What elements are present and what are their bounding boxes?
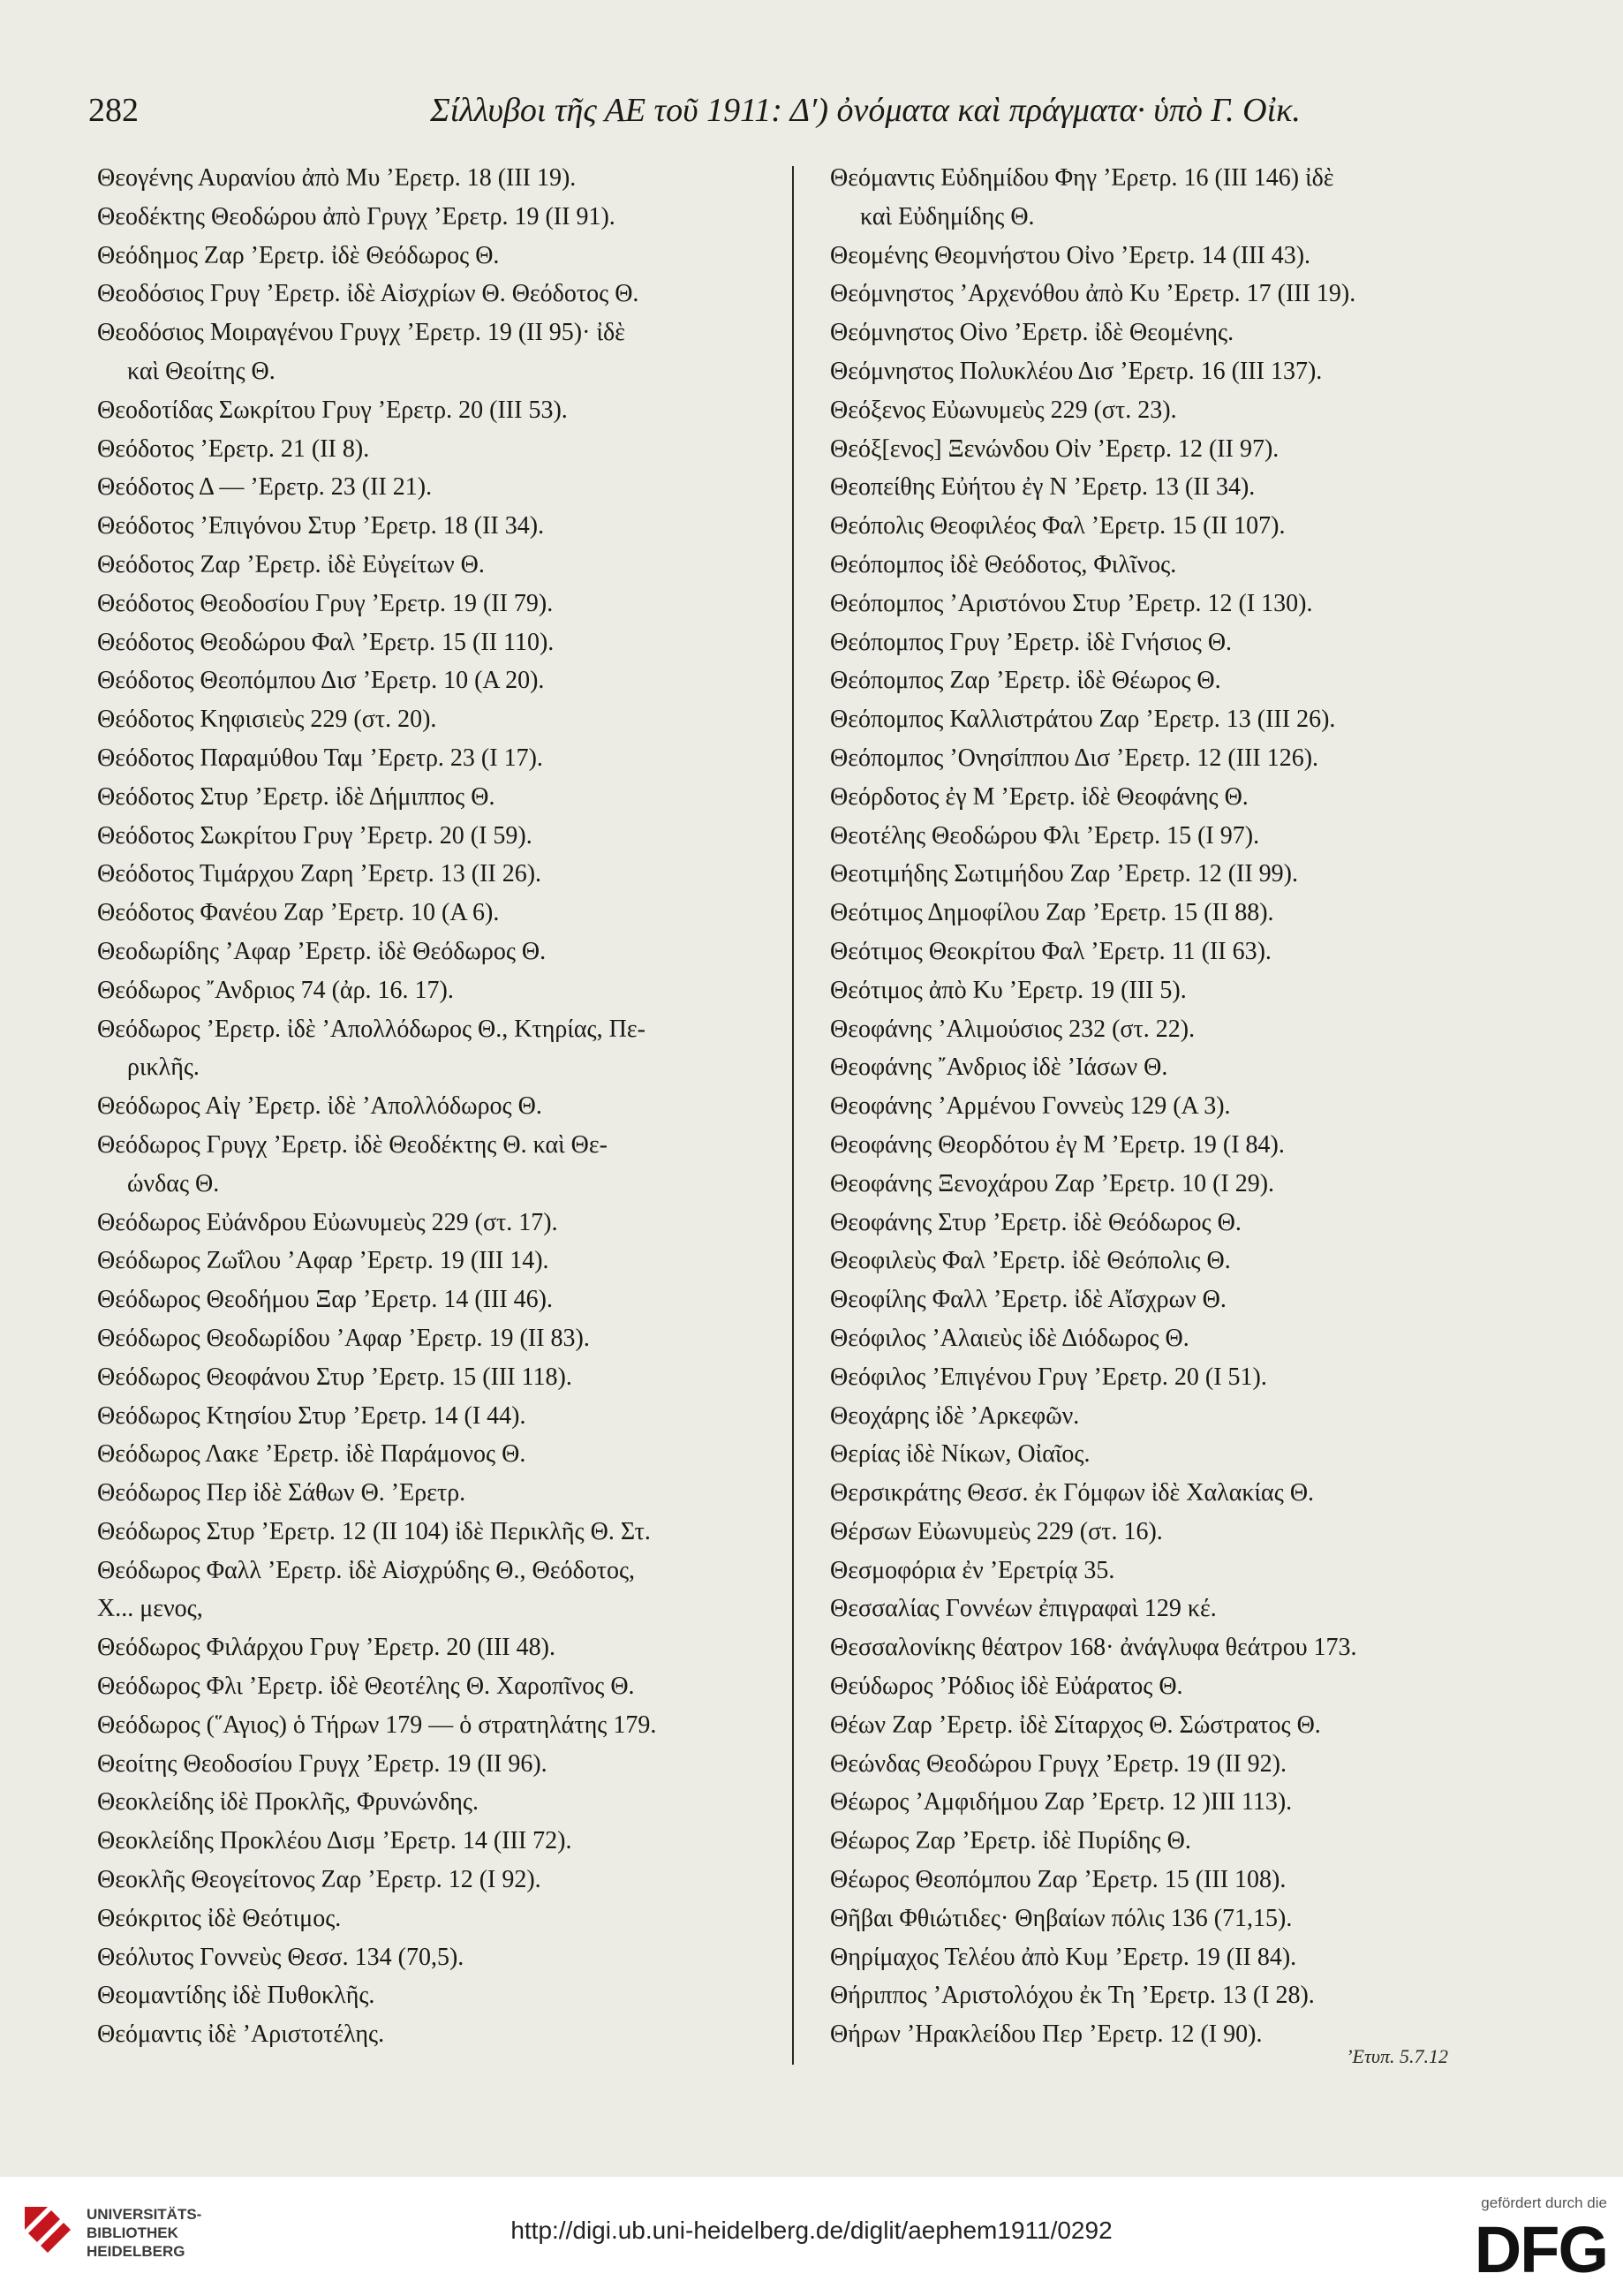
index-entry: Θεόδοτος ’Επιγόνου Στυρ ’Ερετρ. 18 (II 34). <box>97 512 545 540</box>
index-entry: Θεοφάνης ’Αρμένου Γοννεὺς 129 (Α 3). <box>830 1092 1231 1121</box>
index-entry: Θεόδωρος Θεοφάνου Στυρ ’Ερετρ. 15 (III 118). <box>97 1363 572 1391</box>
index-entry: Θέων Ζαρ ’Ερετρ. ἰδὲ Σίταρχος Θ. Σώστρατος Θ. <box>830 1711 1321 1739</box>
index-entry: Θέωρος Ζαρ ’Ερετρ. ἰδὲ Πυρίδης Θ. <box>830 1827 1191 1855</box>
index-entry: Θεόδωρος Εὐάνδρου Εὐωνυμεὺς 229 (στ. 17). <box>97 1208 558 1236</box>
index-entry: Θεομένης Θεομνήστου Οἰνο ’Ερετρ. 14 (III 43). <box>830 241 1311 269</box>
index-entry: Θεοδοτίδας Σωκρίτου Γρυγ ’Ερετρ. 20 (III 53). <box>97 396 568 424</box>
index-entry: Θεόδοτος Τιμάρχου Ζαρη ’Ερετρ. 13 (II 26). <box>97 860 542 888</box>
index-entry: Θεόδοτος Θεοδοσίου Γρυγ ’Ερετρ. 19 (II 79). <box>97 589 554 617</box>
index-entry: Θεσσαλονίκης θέατρον 168· ἀνάγλυφα θεάτρου 173. <box>830 1634 1357 1662</box>
index-entry: Θεόμνηστος Οἰνο ’Ερετρ. ἰδὲ Θεομένης. <box>830 319 1234 347</box>
index-entry: Θεόμνηστος Πολυκλέου Δισ ’Ερετρ. 16 (III 137). <box>830 357 1323 385</box>
index-entry: Θεοφάνης ’Αλιμούσιος 232 (στ. 22). <box>830 1015 1196 1043</box>
index-entry: Θεοφάνης Ξενοχάρου Ζαρ ’Ερετρ. 10 (I 29). <box>830 1169 1275 1197</box>
library-name: UNIVERSITÄTS- BIBLIOTHEK HEIDELBERG <box>87 2206 202 2260</box>
printer-signature: ’Ετυπ. 5.7.12 <box>1346 2045 1448 2067</box>
index-entry: καὶ Εὐδημίδης Θ. <box>860 202 1035 230</box>
index-entry: Θεόξενος Εὐωνυμεὺς 229 (στ. 23). <box>830 396 1177 424</box>
index-entry: Θεύδωρος ’Ρόδιος ἰδὲ Εὐάρατος Θ. <box>830 1673 1183 1701</box>
index-entry: καὶ Θεοίτης Θ. <box>127 357 276 385</box>
index-entry: Θεοδόσιος Γρυγ ’Ερετρ. ἰδὲ Αἰσχρίων Θ. Θεόδοτος Θ. <box>97 280 639 308</box>
index-entry: Θεόπομπος ’Αριστόνου Στυρ ’Ερετρ. 12 (I 130). <box>830 589 1313 617</box>
index-entry: Θεόξ[ενος] Ξενώνδου Οἰν ’Ερετρ. 12 (II 97). <box>830 434 1280 463</box>
index-entry: Θεόπομπος ἰδὲ Θεόδοτος, Φιλῖνος. <box>830 550 1177 578</box>
index-entry: Θεοφίλης Φαλλ ’Ερετρ. ἰδὲ Αἴσχρων Θ. <box>830 1286 1227 1314</box>
dfg-logo: DFG <box>1474 2213 1607 2286</box>
index-entry: Θεόδοτος Ζαρ ’Ερετρ. ἰδὲ Εὐγείτων Θ. <box>97 550 485 578</box>
index-entry: Θεόδωρος Κτησίου Στυρ ’Ερετρ. 14 (I 44). <box>97 1401 526 1430</box>
index-column-left <box>97 159 777 2066</box>
index-entry: Θεότιμος Δημοφίλου Ζαρ ’Ερετρ. 15 (II 88). <box>830 899 1274 927</box>
index-entry: ρικλῆς. <box>127 1054 200 1082</box>
index-column-right <box>830 159 1501 2066</box>
index-entry: Θηρίμαχος Τελέου ἀπὸ Κυμ ’Ερετρ. 19 (II 84). <box>830 1943 1297 1971</box>
index-entry: Χ... μενος, <box>97 1595 203 1623</box>
index-entry: Θεοφιλεὺς Φαλ ’Ερετρ. ἰδὲ Θεόπολις Θ. <box>830 1247 1231 1275</box>
library-footer <box>0 2177 1623 2296</box>
index-entry: Θεώνδας Θεοδώρου Γρυγχ ’Ερετρ. 19 (II 92). <box>830 1749 1287 1778</box>
index-entry: Θερσικράτης Θεσσ. ἐκ Γόμφων ἰδὲ Χαλακίας Θ. <box>830 1479 1315 1507</box>
index-entry: Θεοφάνης ῎Ανδριος ἰδὲ ’Ιάσων Θ. <box>830 1054 1168 1082</box>
index-entry: Θεσσαλίας Γοννέων ἐπιγραφαὶ 129 κέ. <box>830 1595 1217 1623</box>
index-entry: Θεόδωρος ’Ερετρ. ἰδὲ ’Απολλόδωρος Θ., Κτηρίας, Πε- <box>97 1015 645 1043</box>
index-entry: Θεοδωρίδης ’Αφαρ ’Ερετρ. ἰδὲ Θεόδωρος Θ. <box>97 937 547 965</box>
index-entry: Θεόπολις Θεοφιλέος Φαλ ’Ερετρ. 15 (II 107). <box>830 512 1286 540</box>
index-entry: Θέωρος ’Αμφιδήμου Ζαρ ’Ερετρ. 12 )III 113). <box>830 1788 1293 1816</box>
index-entry: Θεόδωρος Ζωΐλου ’Αφαρ ’Ερετρ. 19 (III 14). <box>97 1247 549 1275</box>
index-entry: Θεοδόσιος Μοιραγένου Γρυγχ ’Ερετρ. 19 (II 95)· ἰδὲ <box>97 319 625 347</box>
index-entry: Θεόδωρος Λακε ’Ερετρ. ἰδὲ Παράμονος Θ. <box>97 1440 526 1469</box>
index-entry: Θέωρος Θεοπόμπου Ζαρ ’Ερετρ. 15 (III 108). <box>830 1866 1287 1894</box>
column-divider <box>792 166 794 2065</box>
page-number: 282 <box>88 92 139 129</box>
index-entry: Θεόκριτος ἰδὲ Θεότιμος. <box>97 1904 342 1932</box>
running-title: Σίλλυβοι τῆς ΑΕ τοῦ 1911: Δ′) ὀνόματα καὶ πράγματα· ὑπὸ Γ. Οἰκ. <box>430 92 1301 129</box>
index-entry: ώνδας Θ. <box>127 1169 220 1197</box>
index-entry: Θεόδωρος Φιλάρχου Γρυγ ’Ερετρ. 20 (III 48). <box>97 1634 555 1662</box>
index-entry: Θεόμνηστος ’Αρχενόθου ἀπὸ Κυ ’Ερετρ. 17 (III 19). <box>830 280 1356 308</box>
index-entry: Θεόδωρος Φαλλ ’Ερετρ. ἰδὲ Αἰσχρύδης Θ., Θεόδοτος, <box>97 1556 636 1584</box>
index-entry: Θεογένης Αυρανίου ἀπὸ Μυ ’Ερετρ. 18 (III 19). <box>97 164 577 192</box>
index-entry: Θεόδοτος Παραμύθου Ταμ ’Ερετρ. 23 (I 17). <box>97 744 543 772</box>
index-entry: Θεοίτης Θεοδοσίου Γρυγχ ’Ερετρ. 19 (II 96). <box>97 1749 547 1778</box>
index-entry: Θεόλυτος Γοννεὺς Θεσσ. 134 (70,5). <box>97 1943 464 1971</box>
index-entry: Θεόδοτος Σωκρίτου Γρυγ ’Ερετρ. 20 (I 59). <box>97 821 532 850</box>
index-entry: Θεοχάρης ἰδὲ ’Αρκεφῶν. <box>830 1401 1080 1430</box>
index-entry: Θεόφιλος ’Επιγένου Γρυγ ’Ερετρ. 20 (I 51). <box>830 1363 1267 1391</box>
index-entry: Θεότιμος Θεοκρίτου Φαλ ’Ερετρ. 11 (II 63). <box>830 937 1272 965</box>
index-entry: Θεοφάνης Στυρ ’Ερετρ. ἰδὲ Θεόδωρος Θ. <box>830 1208 1242 1236</box>
index-entry: Θεόπομπος Ζαρ ’Ερετρ. ἰδὲ Θέωρος Θ. <box>830 667 1221 695</box>
index-entry: Θεόδωρος Στυρ ’Ερετρ. 12 (II 104) ἰδὲ Περικλῆς Θ. Στ. <box>97 1517 651 1545</box>
index-entry: Θεόδοτος Δ — ’Ερετρ. 23 (II 21). <box>97 473 433 502</box>
page-header <box>88 91 1536 144</box>
index-entry: Θεόρδοτος ἐγ Μ ’Ερετρ. ἰδὲ Θεοφάνης Θ. <box>830 782 1249 811</box>
index-entry: Θῆβαι Φθιώτιδες· Θηβαίων πόλις 136 (71,15). <box>830 1904 1293 1932</box>
index-entry: Θεόπομπος Γρυγ ’Ερετρ. ἰδὲ Γνήσιος Θ. <box>830 628 1233 656</box>
index-entry: Θεόδοτος Κηφισιεὺς 229 (στ. 20). <box>97 706 437 734</box>
index-entry: Θεόδωρος Φλι ’Ερετρ. ἰδὲ Θεοτέλης Θ. Χαροπῖνος Θ. <box>97 1673 635 1701</box>
index-entry: Θεόδωρος Γρυγχ ’Ερετρ. ἰδὲ Θεοδέκτης Θ. καὶ Θε- <box>97 1130 608 1159</box>
index-entry: Θεοτιμήδης Σωτιμήδου Ζαρ ’Ερετρ. 12 (II 99). <box>830 860 1298 888</box>
index-entry: Θεόμαντις Εὐδημίδου Φηγ ’Ερετρ. 16 (III 146) ἰδὲ <box>830 164 1334 192</box>
index-entry: Θεόδωρος ῎Ανδριος 74 (ἀρ. 16. 17). <box>97 976 454 1004</box>
index-entry: Θεόπομπος ’Ονησίππου Δισ ’Ερετρ. 12 (III 126). <box>830 744 1319 772</box>
index-entry: Θεόδωρος Περ ἰδὲ Σάθων Θ. ’Ερετρ. <box>97 1479 466 1507</box>
index-entry: Θήρων ’Ηρακλείδου Περ ’Ερετρ. 12 (I 90). <box>830 2020 1263 2049</box>
index-entry: Θεόδοτος Θεοδώρου Φαλ ’Ερετρ. 15 (II 110). <box>97 628 555 656</box>
index-entry: Θεόδοτος Στυρ ’Ερετρ. ἰδὲ Δήμιππος Θ. <box>97 782 495 811</box>
index-entry: Θεοκλῆς Θεογείτονος Ζαρ ’Ερετρ. 12 (I 92). <box>97 1866 541 1894</box>
index-entry: Θεόφιλος ’Αλαιεὺς ἰδὲ Διόδωρος Θ. <box>830 1324 1189 1352</box>
index-entry: Θεόδοτος Φανέου Ζαρ ’Ερετρ. 10 (Α 6). <box>97 899 500 927</box>
index-entry: Θεοδέκτης Θεοδώρου ἀπὸ Γρυγχ ’Ερετρ. 19 (II 91). <box>97 202 615 230</box>
index-entry: Θεοπείθης Εὐήτου ἐγ Ν ’Ερετρ. 13 (II 34). <box>830 473 1256 502</box>
index-entry: Θεόδοτος ’Ερετρ. 21 (II 8). <box>97 434 370 463</box>
index-entry: Θεοκλείδης Προκλέου Δισμ ’Ερετρ. 14 (III 72). <box>97 1827 572 1855</box>
index-entry: Θεοφάνης Θεορδότου ἐγ Μ ’Ερετρ. 19 (I 84). <box>830 1130 1285 1159</box>
index-entry: Θεόδωρος (῞Αγιος) ὁ Τήρων 179 — ὁ στρατηλάτης 179. <box>97 1711 657 1739</box>
funded-by-label: gefördert durch die <box>1481 2194 1607 2211</box>
index-entry: Θεοκλείδης ἰδὲ Προκλῆς, Φρυνώνδης. <box>97 1788 479 1816</box>
index-entry: Θεόμαντις ἰδὲ ’Αριστοτέλης. <box>97 2020 385 2049</box>
index-entry: Θεότιμος ἀπὸ Κυ ’Ερετρ. 19 (III 5). <box>830 976 1187 1004</box>
index-entry: Θέρσων Εὐωνυμεὺς 229 (στ. 16). <box>830 1517 1163 1545</box>
index-entry: Θήριππος ’Αριστολόχου ἐκ Τη ’Ερετρ. 13 (I 28). <box>830 1982 1315 2010</box>
index-entry: Θεόδημος Ζαρ ’Ερετρ. ἰδὲ Θεόδωρος Θ. <box>97 241 500 269</box>
index-entry: Θεόδωρος Αἰγ ’Ερετρ. ἰδὲ ’Απολλόδωρος Θ. <box>97 1092 542 1121</box>
permalink-url[interactable]: http://digi.ub.uni-heidelberg.de/diglit/aephem1911/0292 <box>510 2217 1113 2244</box>
index-entry: Θεόδωρος Θεοδωρίδου ’Αφαρ ’Ερετρ. 19 (II 83). <box>97 1324 590 1352</box>
index-entry: Θεόπομπος Καλλιστράτου Ζαρ ’Ερετρ. 13 (III 26). <box>830 706 1336 734</box>
index-entry: Θεόδωρος Θεοδήμου Ξαρ ’Ερετρ. 14 (III 46). <box>97 1286 554 1314</box>
index-entry: Θεόδοτος Θεοπόμπου Δισ ’Ερετρ. 10 (Α 20). <box>97 667 545 695</box>
index-entry: Θεομαντίδης ἰδὲ Πυθοκλῆς. <box>97 1982 375 2010</box>
index-entry: Θερίας ἰδὲ Νίκων, Οἰαῖος. <box>830 1440 1091 1469</box>
index-entry: Θεοτέλης Θεοδώρου Φλι ’Ερετρ. 15 (I 97). <box>830 821 1260 850</box>
index-entry: Θεσμοφόρια ἐν ’Ερετρίᾳ 35. <box>830 1556 1115 1584</box>
